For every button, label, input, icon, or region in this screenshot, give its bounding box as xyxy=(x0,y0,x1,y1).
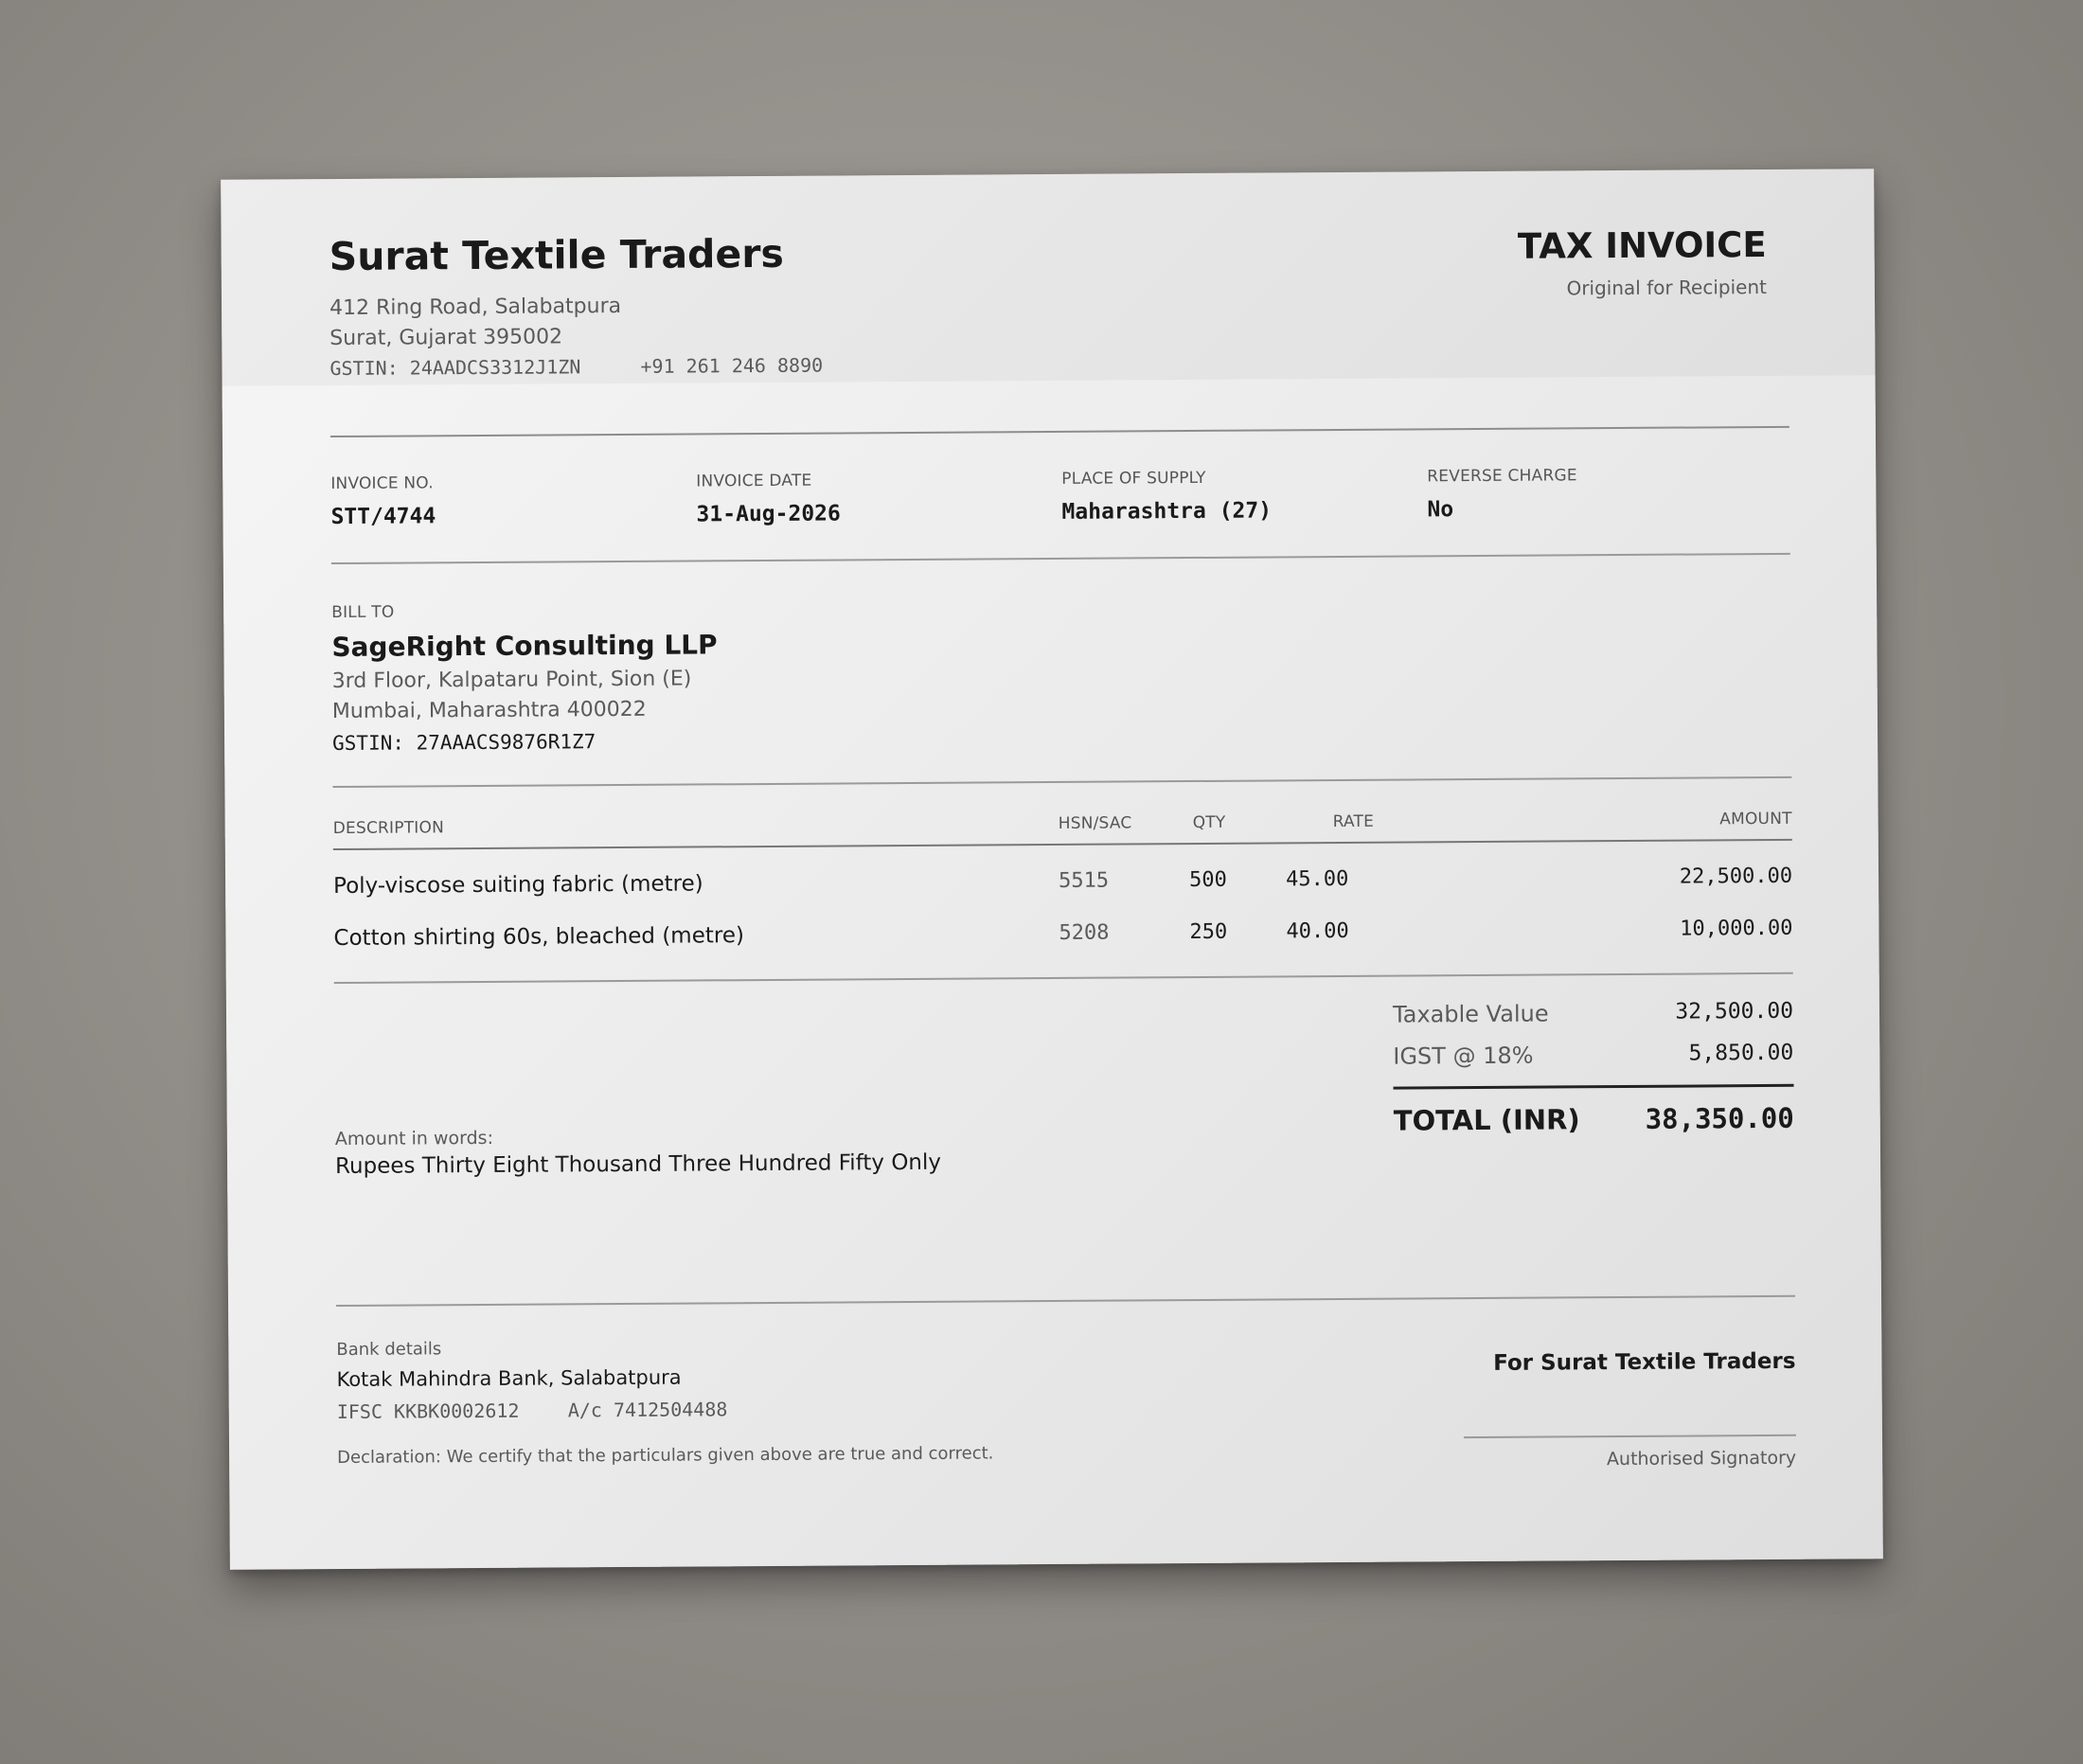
meta-reverse-charge xyxy=(1427,466,1577,522)
divider-total xyxy=(1394,1084,1794,1090)
invoice-paper xyxy=(221,169,1883,1570)
col-header-hsn: HSN/SAC xyxy=(1058,813,1132,833)
meta-invoice-no xyxy=(330,473,436,529)
declaration-text: Declaration: We certify that the particulars given above are true and correct. xyxy=(337,1443,994,1469)
table-row xyxy=(225,858,1878,907)
divider-table-bottom xyxy=(334,972,1793,984)
tax-label: IGST @ 18% xyxy=(1393,1042,1534,1070)
divider-footer xyxy=(336,1295,1795,1307)
meta-invoice-date xyxy=(696,471,841,526)
tax-value: 5,850.00 xyxy=(1688,1040,1794,1066)
meta-value: No xyxy=(1427,497,1454,523)
copy-label: Original for Recipient xyxy=(1566,275,1768,300)
col-header-qty: QTY xyxy=(1192,812,1226,833)
seller-address-line1: 412 Ring Road, Salabatpura xyxy=(329,294,622,321)
col-header-description: DESCRIPTION xyxy=(332,818,445,839)
row-amount: 10,000.00 xyxy=(1680,916,1793,941)
bank-name: Kotak Mahindra Bank, Salabatpura xyxy=(336,1365,682,1392)
meta-label: INVOICE DATE xyxy=(696,471,812,491)
row-hsn: 5208 xyxy=(1059,920,1110,945)
bill-to-address-line2: Mumbai, Maharashtra 400022 xyxy=(331,697,647,724)
row-amount: 22,500.00 xyxy=(1679,864,1793,889)
meta-label: PLACE OF SUPPLY xyxy=(1061,468,1206,489)
divider-meta xyxy=(331,553,1790,564)
col-header-amount: AMOUNT xyxy=(1719,809,1792,829)
row-qty: 250 xyxy=(1189,919,1228,945)
document-title: TAX INVOICE xyxy=(1517,223,1767,267)
bill-to-label: BILL TO xyxy=(331,602,395,623)
amount-in-words: Rupees Thirty Eight Thousand Three Hundred Fifty Only xyxy=(334,1149,942,1180)
bank-ifsc: IFSC KKBK0002612 xyxy=(336,1399,520,1424)
bill-to-address-line1: 3rd Floor, Kalpataru Point, Sion (E) xyxy=(331,667,692,694)
row-rate: 40.00 xyxy=(1286,918,1349,944)
meta-value: 31-Aug-2026 xyxy=(696,501,841,527)
divider-top xyxy=(330,426,1789,437)
col-header-rate: RATE xyxy=(1332,811,1375,832)
seller-name: Surat Textile Traders xyxy=(329,230,785,280)
seller-phone: +91 261 246 8890 xyxy=(640,353,824,378)
row-description: Cotton shirting 60s, bleached (metre) xyxy=(333,923,744,952)
divider-billto xyxy=(332,776,1791,788)
row-description: Poly-viscose suiting fabric (metre) xyxy=(333,871,703,900)
authorised-signatory: Authorised Signatory xyxy=(1606,1447,1797,1470)
bank-details-label: Bank details xyxy=(336,1339,442,1361)
meta-value: Maharashtra (27) xyxy=(1061,498,1273,525)
bill-to-gstin: GSTIN: 27AAACS9876R1Z7 xyxy=(332,730,596,756)
amount-in-words-label: Amount in words: xyxy=(334,1127,494,1150)
meta-place-of-supply xyxy=(1061,468,1272,524)
bank-account: A/c 7412504488 xyxy=(567,1398,728,1422)
row-hsn: 5515 xyxy=(1058,868,1110,893)
meta-value: STT/4744 xyxy=(330,504,436,530)
table-row xyxy=(225,910,1878,959)
row-rate: 45.00 xyxy=(1285,866,1349,892)
taxable-value-label: Taxable Value xyxy=(1392,1000,1549,1028)
total-value: 38,350.00 xyxy=(1645,1101,1794,1135)
seller-gstin: GSTIN: 24AADCS3312J1ZN xyxy=(329,355,581,381)
meta-label: REVERSE CHARGE xyxy=(1427,466,1577,487)
total-label: TOTAL (INR) xyxy=(1393,1103,1580,1137)
seller-address-line2: Surat, Gujarat 395002 xyxy=(329,325,563,351)
signature-for-label: For Surat Textile Traders xyxy=(1493,1348,1796,1376)
row-qty: 500 xyxy=(1188,867,1227,893)
taxable-value: 32,500.00 xyxy=(1675,998,1794,1025)
divider-table-header xyxy=(333,839,1792,850)
meta-label: INVOICE NO. xyxy=(330,473,434,494)
signature-line xyxy=(1464,1434,1796,1438)
bill-to-name: SageRight Consulting LLP xyxy=(331,629,718,664)
